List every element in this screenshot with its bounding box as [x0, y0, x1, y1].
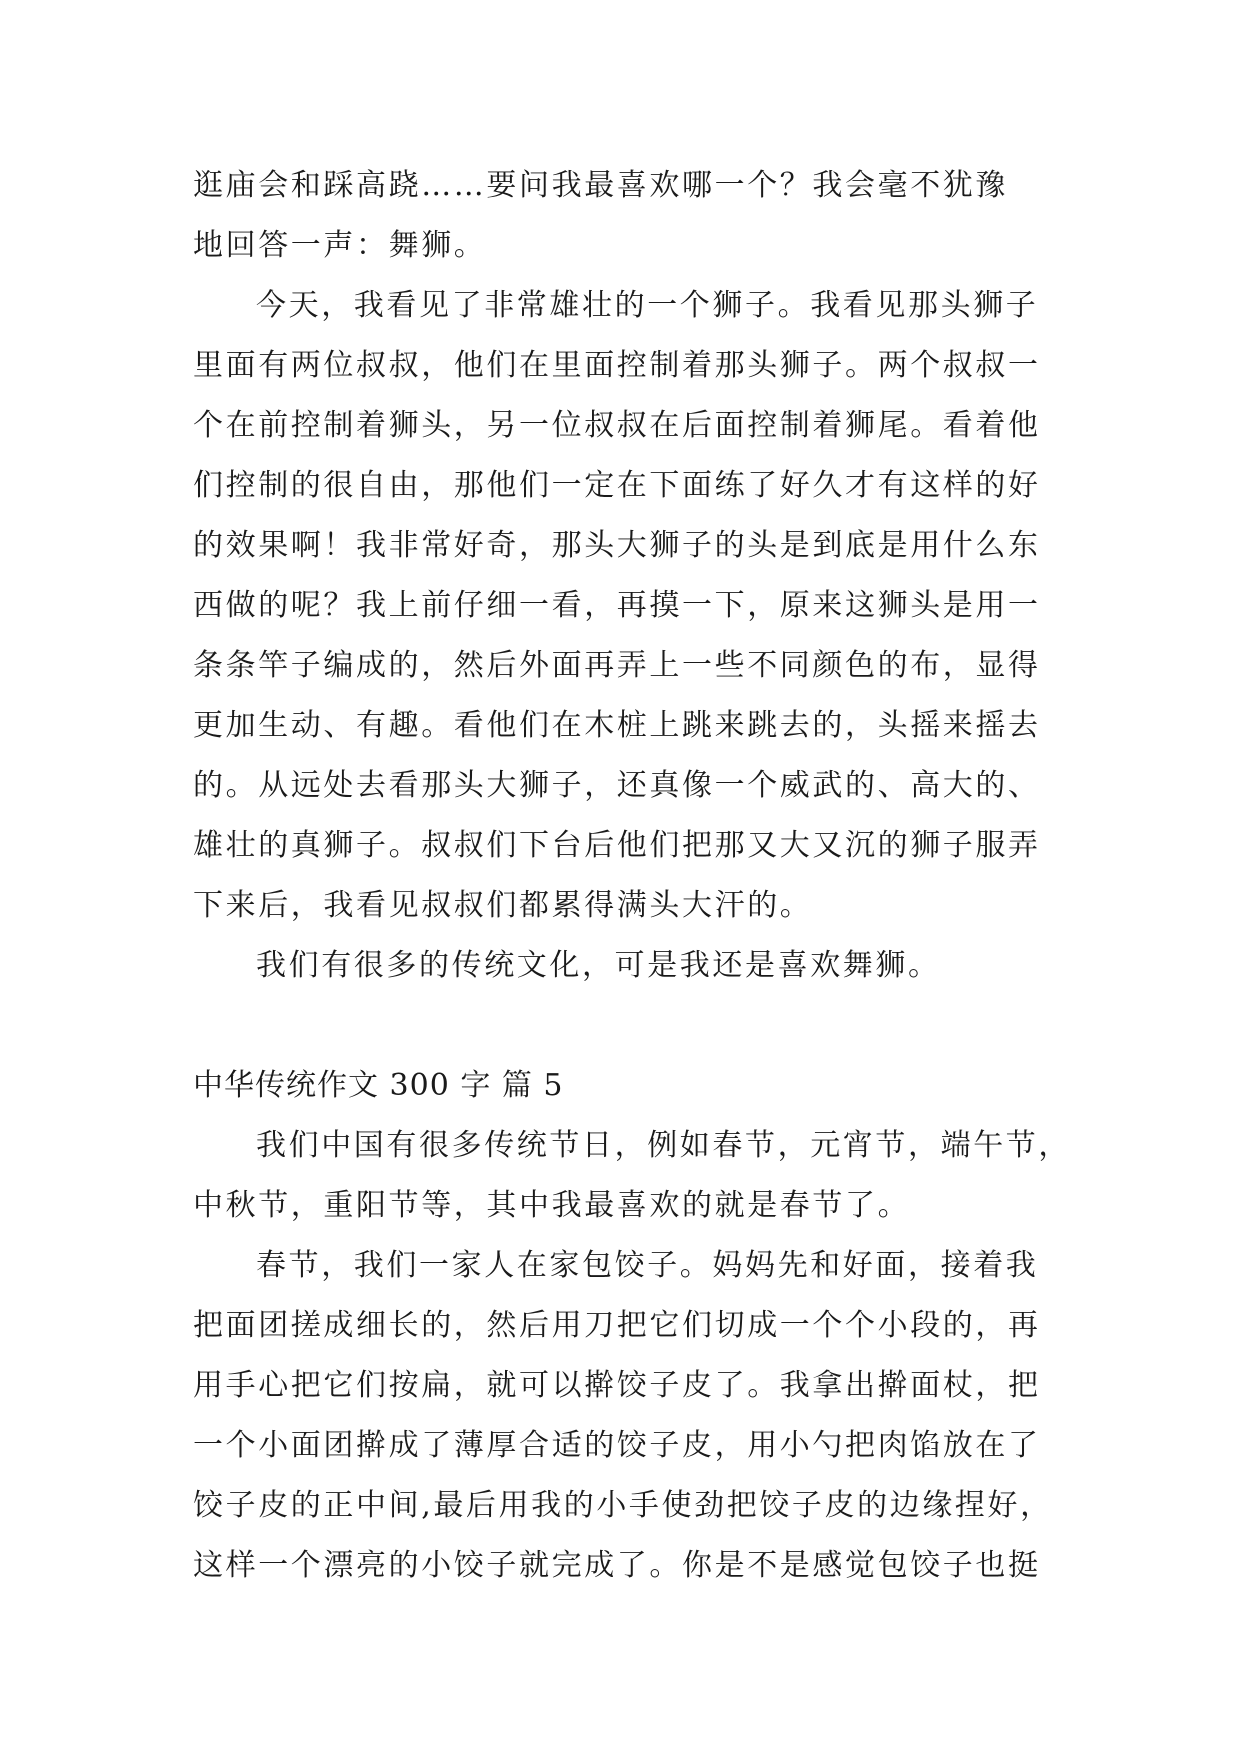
text-line: 西做的呢？我上前仔细一看，再摸一下，原来这狮头是用一	[193, 588, 1041, 623]
text-line: 饺子皮的正中间,最后用我的小手使劲把饺子皮的边缘捏好，	[193, 1488, 1053, 1523]
text-line: 的。从远处去看那头大狮子，还真像一个威武的、高大的、	[193, 768, 1041, 803]
text-line: 的效果啊！我非常好奇，那头大狮子的头是到底是用什么东	[193, 528, 1041, 563]
paragraph-first-line: 春节，我们一家人在家包饺子。妈妈先和好面，接着我	[256, 1248, 1039, 1283]
text-line: 用手心把它们按扁，就可以擀饺子皮了。我拿出擀面杖，把	[193, 1368, 1041, 1403]
text-line: 们控制的很自由，那他们一定在下面练了好久才有这样的好	[193, 468, 1041, 503]
paragraph-first-line: 我们中国有很多传统节日，例如春节，元宵节，端午节，	[256, 1128, 1071, 1163]
paragraph-first-line: 今天，我看见了非常雄壮的一个狮子。我看见那头狮子	[256, 288, 1039, 323]
paragraph-first-line: 我们有很多的传统文化，可是我还是喜欢舞狮。	[256, 948, 941, 983]
text-line: 个在前控制着狮头，另一位叔叔在后面控制着狮尾。看着他	[193, 408, 1041, 443]
text-line: 一个小面团擀成了薄厚合适的饺子皮，用小勺把肉馅放在了	[193, 1428, 1041, 1463]
text-line: 更加生动、有趣。看他们在木桩上跳来跳去的，头摇来摇去	[193, 708, 1041, 743]
text-line: 把面团搓成细长的，然后用刀把它们切成一个个小段的，再	[193, 1308, 1041, 1343]
text-line: 这样一个漂亮的小饺子就完成了。你是不是感觉包饺子也挺	[193, 1548, 1041, 1583]
text-line: 下来后，我看见叔叔们都累得满头大汗的。	[193, 888, 813, 923]
text-line: 雄壮的真狮子。叔叔们下台后他们把那又大又沉的狮子服弄	[193, 828, 1041, 863]
section-heading: 中华传统作文 300 字 篇 5	[193, 1068, 564, 1103]
text-line: 逛庙会和踩高跷……要问我最喜欢哪一个？我会毫不犹豫	[193, 168, 1008, 203]
text-line: 中秋节，重阳节等，其中我最喜欢的就是春节了。	[193, 1188, 911, 1223]
text-line: 条条竿子编成的，然后外面再弄上一些不同颜色的布，显得	[193, 648, 1041, 683]
text-line: 地回答一声：舞狮。	[193, 228, 487, 263]
text-line: 里面有两位叔叔，他们在里面控制着那头狮子。两个叔叔一	[193, 348, 1041, 383]
